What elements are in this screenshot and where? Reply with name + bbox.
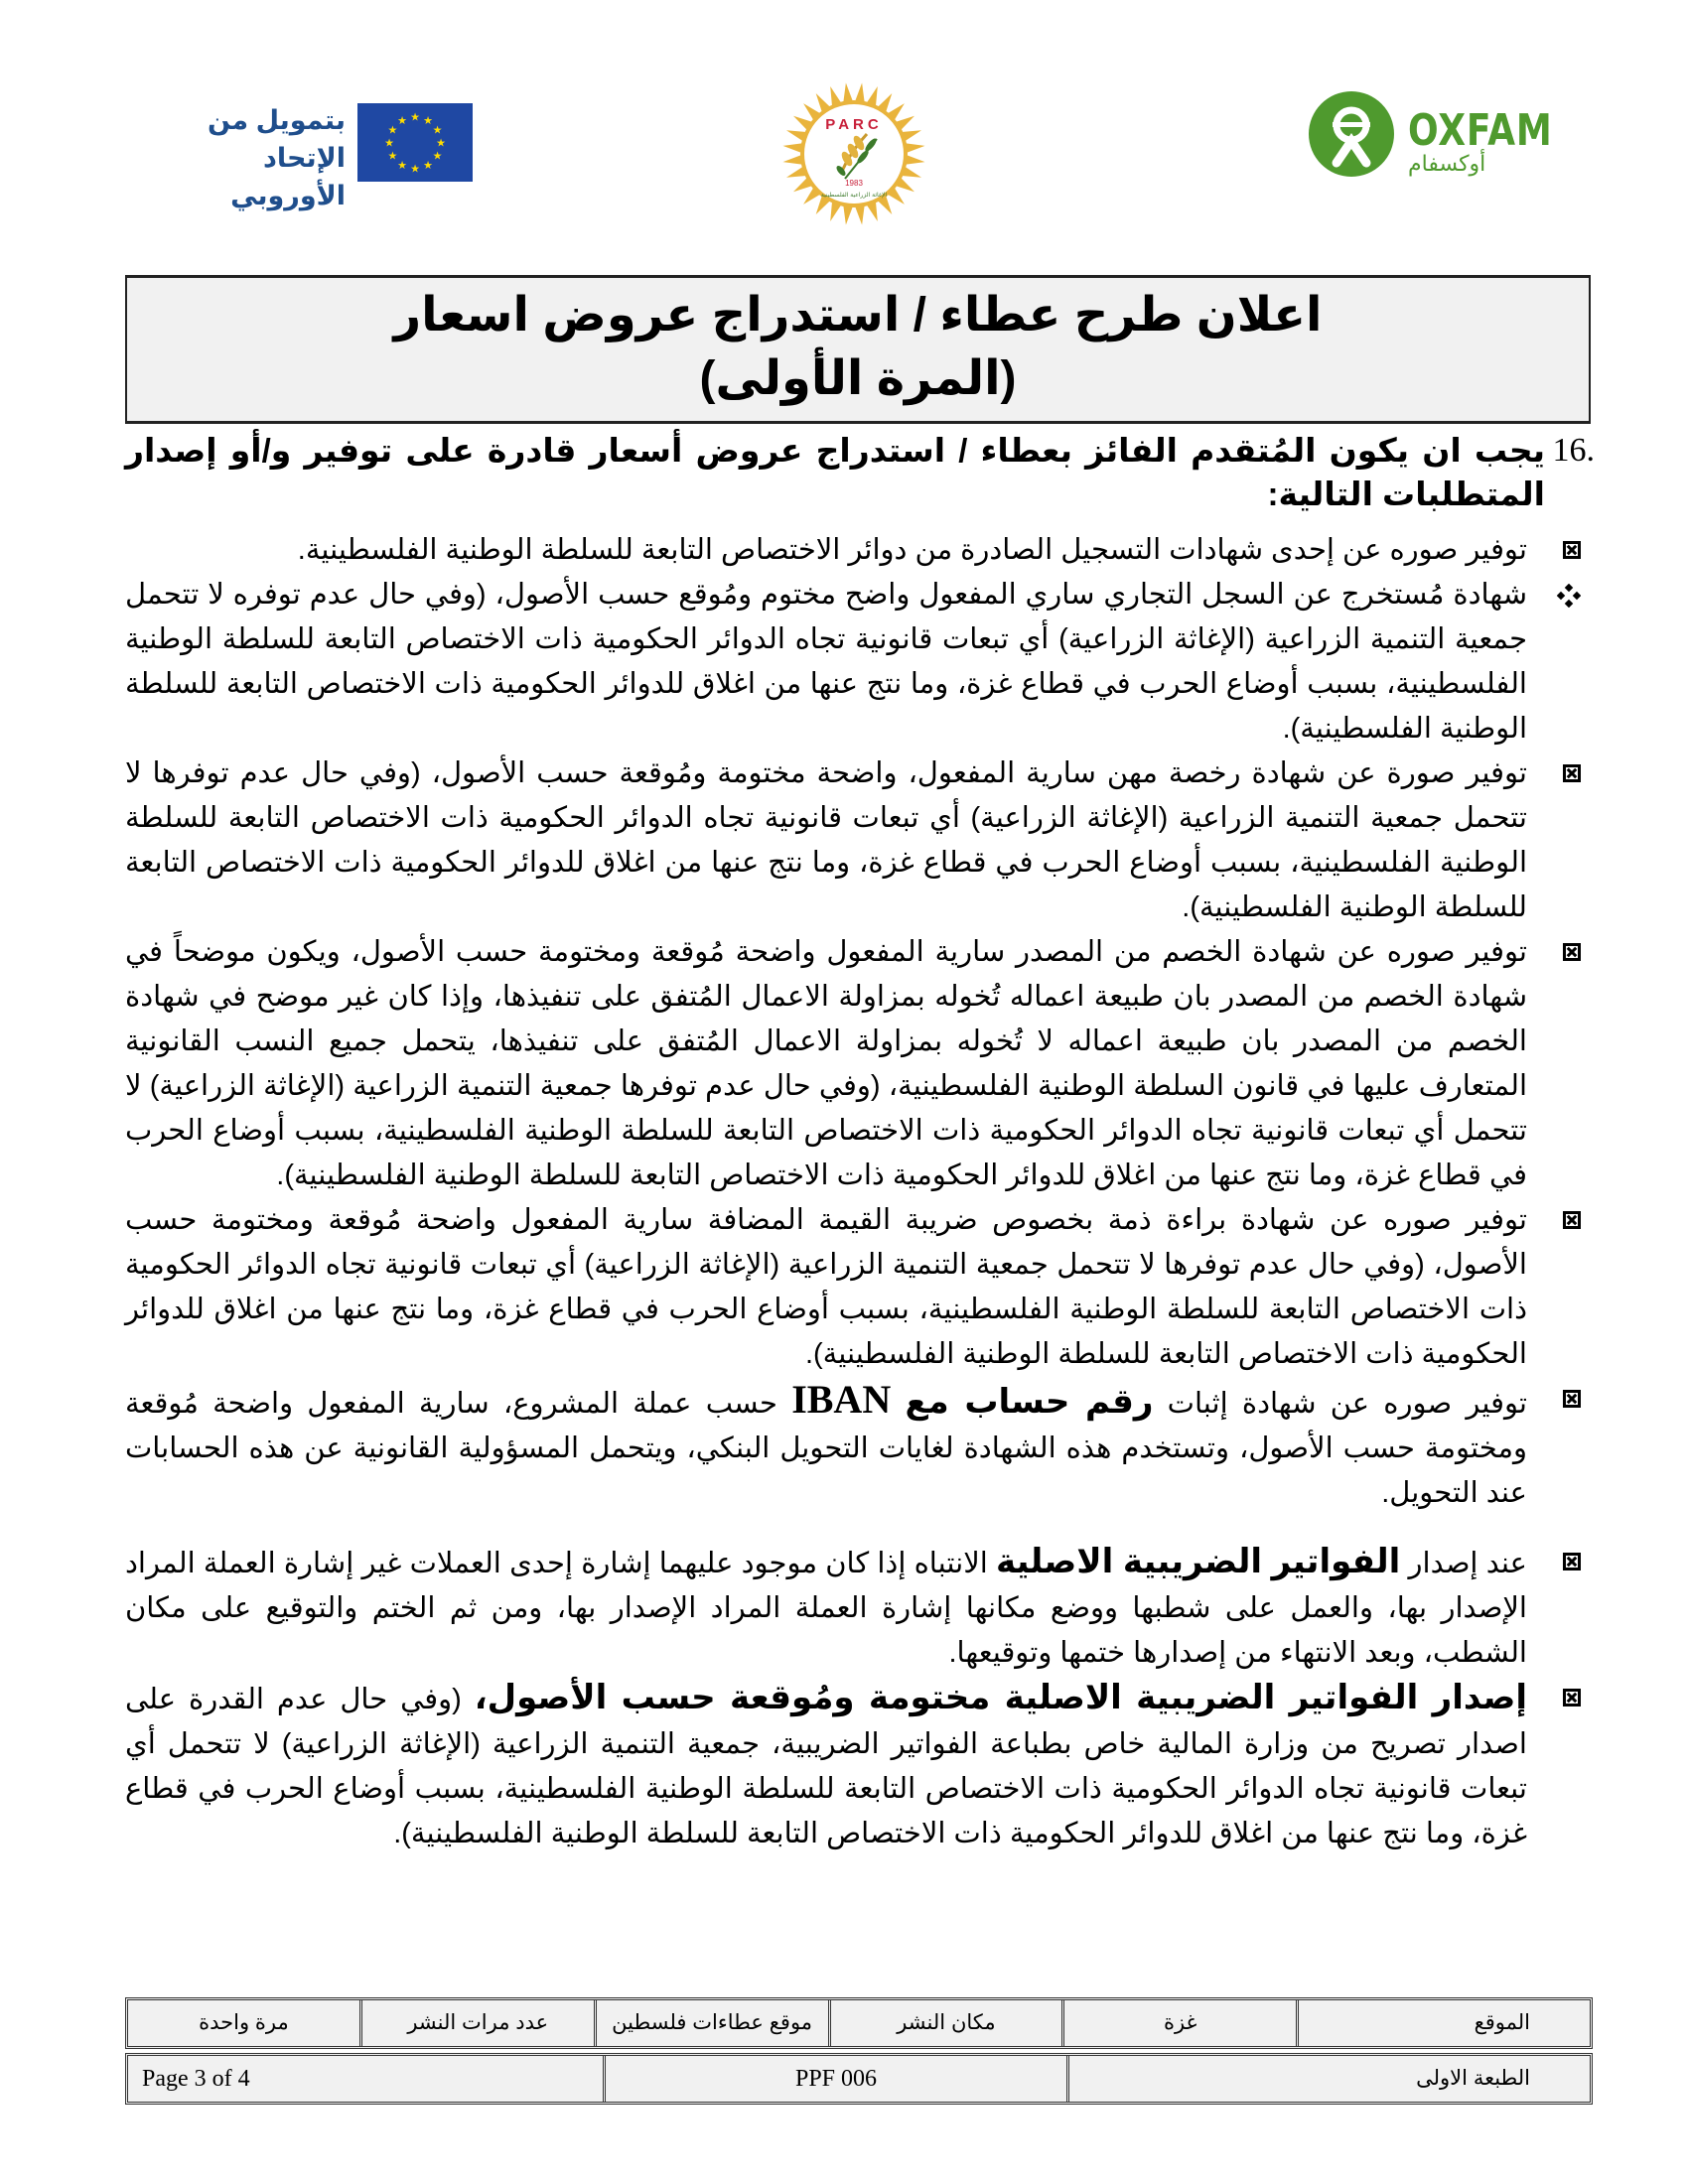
eu-star-icon: ★: [387, 150, 398, 163]
list-item: [125, 573, 1595, 751]
iban-label: IBAN: [791, 1377, 892, 1422]
list-item-text-after: (وفي حال عدم القدرة على اصدار تصريح من وزارة المالية خاص بطباعة الفواتير الضريبية، جمعية التنمية الزراعية (الإغاثة الزراعية) لا تتحمل أي تبعات قانونية تجاه الدوائر الحكومية ذات الاختصاص التابعة للسلطة الوطنية الفلسطينية، بسبب أوضاع الحرب في قطاع غزة، وما نتج عنها من اغلاق للدوائر الحكومية ذات الاختصاص التابعة للسلطة الوطنية الفلسطينية).: [125, 1684, 1527, 1849]
document-footer: [125, 1997, 1593, 2105]
eu-star-icon: ★: [432, 124, 443, 137]
footer-publish-place-label: مكان النشر: [828, 2000, 1062, 2046]
list-item: [125, 1676, 1595, 1856]
list-item-text: توفير صوره عن شهادة براءة ذمة بخصوص ضريبة القيمة المضافة سارية المفعول واضحة مُوقعة ومختومة حسب الأصول، (وفي حال عدم توفرها لا تتحمل جمعية التنمية الزراعية (الإغاثة الزراعية) أي تبعات قانونية تجاه الدوائر الحكومية ذات الاختصاص التابعة للسلطة الوطنية الفلسطينية، بسبب أوضاع الحرب في قطاع غزة، وما نتج عنها من اغلاق للدوائر الحكومية ذات الاختصاص التابعة للسلطة الوطنية الفلسطينية).: [125, 1204, 1527, 1370]
page-title: اعلان طرح عطاء / استدراج عروض اسعار: [393, 289, 1323, 341]
diamond-bullet-icon: [1563, 586, 1581, 604]
parc-acronym: PARC: [825, 116, 883, 133]
list-item-text-after: الانتباه إذا كان موجود عليهما إشارة إحدى العملات غير إشارة العملة المراد الإصدار بها، والعمل على شطبها ووضع مكانها إشارة العملة المراد الإصدار بها، ومن ثم الختم والتوقيع على مكان الشطب، وبعد الانتهاء من إصدارها ختمها وتوقيعها.: [125, 1548, 1527, 1669]
checkbox-x-icon: [1563, 764, 1581, 782]
footer-document-row: [125, 2053, 1593, 2105]
oxfam-wordmark: OXFAM: [1408, 105, 1553, 156]
list-item-bold-text: إصدار الفواتير الضريبية الاصلية مختومة ومُوقعة حسب الأصول،: [474, 1679, 1527, 1716]
eu-funding-logo: [159, 99, 477, 210]
requirements-list: [125, 528, 1595, 1856]
section-number: 16.: [1552, 432, 1595, 469]
eu-funding-line2: الإتحاد الأوروبي: [230, 143, 346, 210]
list-item-text: توفير صوره عن إحدى شهادات التسجيل الصادرة من دوائر الاختصاص التابعة للسلطة الوطنية الفلسطينية.: [297, 534, 1527, 566]
list-item-text: توفير صورة عن شهادة رخصة مهن سارية المفعول، واضحة مختومة ومُوقعة حسب الأصول، (وفي حال عدم توفرها لا تتحمل جمعية التنمية الزراعية (الإغاثة الزراعية) أي تبعات قانونية تجاه الدوائر الحكومية ذات الاختصاص التابعة للسلطة الوطنية الفلسطينية، بسبب أوضاع الحرب في قطاع غزة، وما نتج عنها من اغلاق للدوائر الحكومية ذات الاختصاص التابعة للسلطة الوطنية الفلسطينية).: [125, 757, 1527, 923]
list-item: [125, 1198, 1595, 1377]
eu-star-icon: ★: [436, 137, 446, 150]
eu-star-icon: ★: [410, 163, 420, 176]
eu-star-icon: ★: [384, 137, 394, 150]
oxfam-logo: [1309, 91, 1567, 181]
footer-edition: الطبعة الاولى: [1066, 2056, 1590, 2102]
oxfam-arabic-name: أوكسفام: [1408, 151, 1486, 176]
eu-star-icon: ★: [432, 150, 443, 163]
footer-publish-count-label: عدد مرات النشر: [359, 2000, 594, 2046]
eu-flag-icon: [357, 103, 473, 182]
page-number: Page 3 of 4: [142, 2066, 250, 2092]
footer-location-value: غزة: [1061, 2000, 1296, 2046]
page-subtitle: (المرة الأولى): [699, 352, 1017, 405]
announcement-title-box: [125, 275, 1591, 424]
list-item-bold-text: الفواتير الضريبية الاصلية: [996, 1543, 1401, 1580]
checkbox-x-icon: [1563, 1211, 1581, 1229]
list-item: [125, 528, 1595, 573]
list-item: [125, 751, 1595, 930]
eu-funding-line1: بتمويل من: [208, 105, 346, 135]
eu-star-icon: ★: [397, 114, 407, 127]
list-item: [125, 1377, 1595, 1516]
checkbox-x-icon: [1563, 1390, 1581, 1408]
list-item-bold-text: رقم حساب مع: [905, 1383, 1154, 1421]
section-heading: [125, 429, 1595, 516]
checkbox-x-icon: [1563, 1689, 1581, 1706]
eu-star-icon: ★: [423, 114, 433, 127]
list-item-text: شهادة مُستخرج عن السجل التجاري ساري المفعول واضح مختوم ومُوقع حسب الأصول، (وفي حال عدم توفره لا تتحمل جمعية التنمية الزراعية (الإغاثة الزراعية) أي تبعات قانونية تجاه الدوائر الحكومية ذات الاختصاص التابعة للسلطة الوطنية الفلسطينية، بسبب أوضاع الحرب في قطاع غزة، وما نتج عنها من اغلاق للدوائر الحكومية ذات الاختصاص التابعة للسلطة الوطنية الفلسطينية).: [125, 579, 1527, 745]
parc-year: 1983: [845, 179, 863, 188]
eu-funding-text: [159, 101, 346, 214]
section-heading-text: يجب ان يكون المُتقدم الفائز بعطاء / استدراج عروض أسعار قادرة على توفير و/أو إصدار المتطلبات التالية:: [125, 432, 1545, 512]
eu-star-icon: ★: [387, 124, 398, 137]
footer-publication-row: [125, 1997, 1593, 2049]
footer-publish-count-value: مرة واحدة: [199, 2011, 289, 2034]
eu-star-icon: ★: [397, 160, 407, 173]
list-item: [125, 1540, 1595, 1676]
checkbox-x-icon: [1563, 943, 1581, 961]
list-item-text: توفير صوره عن شهادة الخصم من المصدر سارية المفعول واضحة مُوقعة ومختومة حسب الأصول، ويكون موضحاً في شهادة الخصم من المصدر بان طبيعة اعماله تُخوله بمزاولة الاعمال المُتفق على تنفيذها، وإذا كان غير موضح في شهادة الخصم من المصدر بان طبيعة اعماله لا تُخوله بمزاولة الاعمال المُتفق على تنفيذها، يتحمل جميع النسب القانونية المتعارف عليها في قانون السلطة الوطنية الفلسطينية، (وفي حال عدم توفرها جمعية التنمية الزراعية (الإغاثة الزراعية) لا تتحمل أي تبعات قانونية تجاه الدوائر الحكومية ذات الاختصاص التابعة للسلطة الوطنية الفلسطينية، بسبب أوضاع الحرب في قطاع غزة، وما نتج عنها من اغلاق للدوائر الحكومية ذات الاختصاص التابعة للسلطة الوطنية الفلسطينية).: [125, 936, 1527, 1191]
checkbox-x-icon: [1563, 541, 1581, 559]
oxfam-person-icon: [1309, 91, 1394, 177]
parc-arabic-name: الإغاثة الزراعية الفلسطينية: [820, 192, 888, 199]
list-item: [125, 930, 1595, 1198]
footer-location-label: الموقع: [1296, 2000, 1590, 2046]
requirements-section: [125, 429, 1595, 1856]
list-item-text-before: عند إصدار: [1400, 1548, 1527, 1579]
checkbox-x-icon: [1563, 1553, 1581, 1570]
parc-logo: [779, 79, 928, 228]
eu-star-icon: ★: [410, 111, 420, 124]
eu-star-icon: ★: [423, 160, 433, 173]
footer-publish-place-value: موقع عطاءات فلسطين: [594, 2000, 828, 2046]
list-item-text-before: توفير صوره عن شهادة إثبات: [1153, 1388, 1527, 1420]
list-item-text-after: حسب عملة المشروع، سارية المفعول واضحة مُوقعة ومختومة حسب الأصول، وتستخدم هذه الشهادة لغايات التحويل البنكي، ويتحمل المسؤولية القانونية عن هذه الحسابات عند التحويل.: [125, 1388, 1527, 1509]
footer-document-code: PPF 006: [603, 2056, 1066, 2102]
